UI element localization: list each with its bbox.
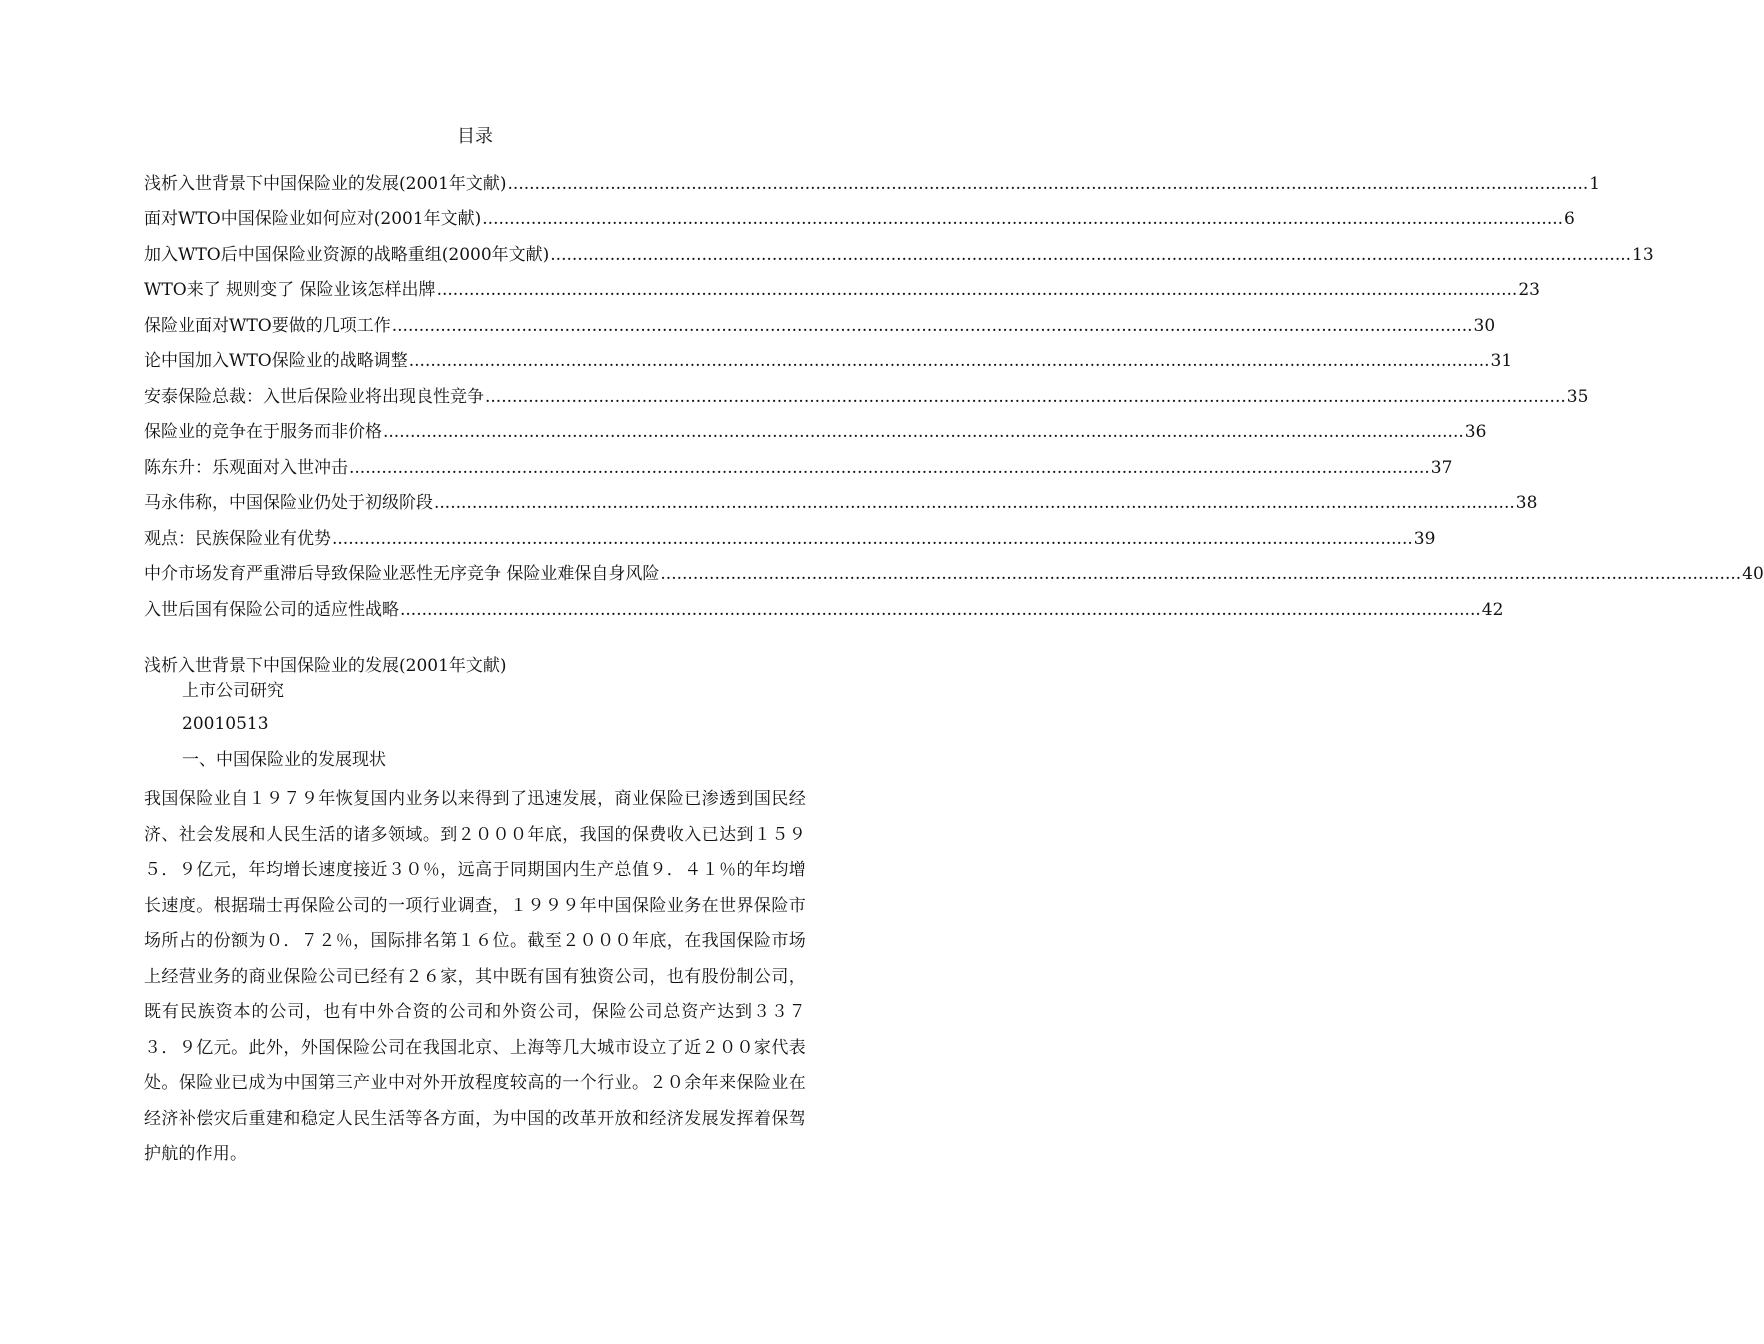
toc-entry-title: 入世后国有保险公司的适应性战略 [144,599,399,620]
article-date: 20010513 [182,714,269,734]
toc-entry-page: 37 [1430,457,1453,478]
toc-leader-dots: ........................................................................................................................................................................................................ [349,457,1430,478]
toc-entry-page: 39 [1413,528,1436,549]
toc-leader-dots: ........................................................................................................................................................................................................ [332,528,1413,549]
article-source: 上市公司研究 [182,681,284,701]
toc-leader-dots: ........................................................................................................................................................................................................ [550,244,1632,265]
toc-leader-dots: ........................................................................................................................................................................................................ [436,280,1518,300]
toc-entry[interactable] [144,373,1589,409]
toc-entry-title: 保险业的竞争在于服务而非价格 [144,422,382,442]
toc-entry[interactable] [144,409,1487,445]
toc-entry-title: 观点：民族保险业有优势 [144,528,331,549]
toc-entry-title: 加入WTO后中国保险业资源的战略重组(2000年文献) [144,244,550,265]
toc-leader-dots: ........................................................................................................................................................................................................ [391,315,1473,336]
toc-entry[interactable] [144,196,1575,232]
toc-leader-dots: ........................................................................................................................................................................................................ [400,599,1481,620]
toc-leader-dots: ........................................................................................................................................................................................................ [434,493,1515,513]
toc-entry-title: 中介市场发育严重滞后导致保险业恶性无序竞争 保险业难保自身风险 [144,564,660,584]
toc-entry-page: 42 [1481,599,1504,620]
toc-entry-page: 30 [1473,315,1496,336]
toc-entry[interactable] [144,586,1504,622]
toc-entry[interactable] [144,267,1540,303]
toc-entry[interactable] [144,480,1538,516]
toc-entry[interactable] [144,231,1654,267]
toc-entry-page: 6 [1564,209,1575,229]
toc-entry[interactable] [144,160,1601,196]
toc-entry[interactable] [144,444,1453,480]
toc-entry-title: 面对WTO中国保险业如何应对(2001年文献) [144,209,482,229]
toc-entry-title: WTO来了 规则变了 保险业该怎样出牌 [144,280,436,300]
toc-entry-page: 40 [1742,564,1764,584]
toc-heading: 目录 [457,126,493,147]
toc-entry-page: 13 [1632,244,1654,265]
toc-entry[interactable] [144,551,1764,587]
toc-entry-title: 陈东升：乐观面对入世冲击 [144,457,348,478]
article-title: 浅析入世背景下中国保险业的发展(2001年文献) [144,656,507,676]
article-paragraph: 我国保险业自１９７９年恢复国内业务以来得到了迅速发展，商业保险已渗透到国民经济、社会发展和人民生活的诸多领域。到２０００年底，我国的保费收入已达到１５９５．９亿元，年均增长速度接近３０％，远高于同期国内生产总值９．４１％的年均增长速度。根据瑞士再保险公司的一项行业调查，１９９９年中国保险业务在世界保险市场所占的份额为０．７２％，国际排名第１６位。截至２０００年底，在我国保险市场上经营业务的商业保险公司已经有２６家，其中既有国有独资公司，也有股份制公司，既有民族资本的公司，也有中外合资的公司和外资公司，保险公司总资产达到３３７３．９亿元。此外，外国保险公司在我国北京、上海等几大城市设立了近２００家代表处。保险业已成为中国第三产业中对外开放程度较高的一个行业。２０余年来保险业在经济补偿灾后重建和稳定人民生活等各方面，为中国的改革开放和经济发展发挥着保驾护航的作用。 [144,789,806,1164]
toc-entry-page: 35 [1566,386,1589,407]
toc-entry[interactable] [144,515,1436,551]
toc-leader-dots: ........................................................................................................................................................................................................ [660,564,1742,584]
toc-entry-page: 1 [1589,173,1601,194]
toc-entry-title: 安泰保险总裁：入世后保险业将出现良性竞争 [144,386,484,407]
toc-entry-page: 36 [1464,422,1487,442]
toc-leader-dots: ........................................................................................................................................................................................................ [485,386,1566,407]
toc-entry[interactable] [144,338,1513,374]
toc-entry[interactable] [144,302,1496,338]
section-heading: 一、中国保险业的发展现状 [182,750,386,770]
toc-leader-dots: ........................................................................................................................................................................................................ [507,173,1589,194]
toc-entry-title: 保险业面对WTO要做的几项工作 [144,315,391,336]
toc-entry-title: 浅析入世背景下中国保险业的发展(2001年文献) [144,173,507,194]
toc-entry-page: 31 [1490,351,1513,371]
toc-leader-dots: ........................................................................................................................................................................................................ [482,209,1564,229]
toc-entry-page: 23 [1518,280,1540,300]
toc-entry-title: 论中国加入WTO保险业的战略调整 [144,351,408,371]
table-of-contents [144,160,1764,622]
toc-leader-dots: ........................................................................................................................................................................................................ [383,422,1464,442]
toc-leader-dots: ........................................................................................................................................................................................................ [408,351,1490,371]
toc-entry-title: 马永伟称，中国保险业仍处于初级阶段 [144,493,433,513]
toc-entry-page: 38 [1515,493,1538,513]
